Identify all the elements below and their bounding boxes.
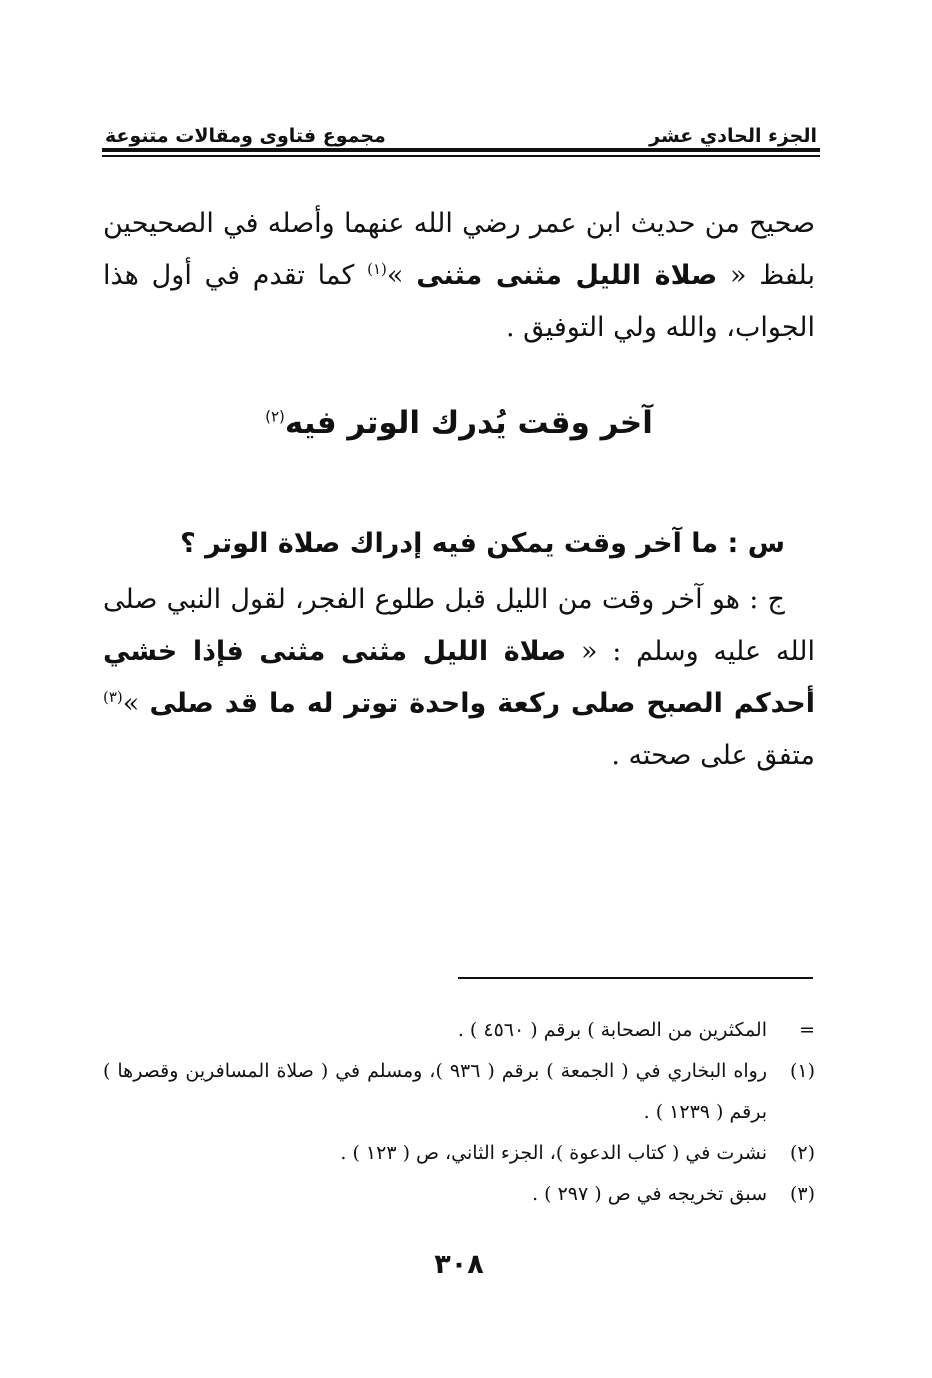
question-answer (103, 518, 815, 782)
answer-text-2: » (122, 688, 150, 719)
footnote-ref-1[interactable]: (١) (367, 260, 387, 278)
footnote-text: المكثرين من الصحابة ) برقم ( ٤٥٦٠ ) . (457, 1019, 767, 1041)
intro-paragraph (103, 198, 815, 354)
volume-label: الجزء الحادي عشر (649, 125, 817, 147)
footnote-continued (103, 1010, 815, 1051)
footnote-mark: = (799, 1019, 815, 1041)
intro-text-3: كما تقدم في أول هذا الجواب، والله ولي التوفيق . (103, 260, 815, 343)
answer-text-1: ج : هو آخر وقت من الليل قبل طلوع الفجر، لقول النبي صلى الله عليه وسلم : « (103, 584, 815, 667)
footnote-mark: (٢) (789, 1142, 815, 1164)
footnotes (103, 1010, 815, 1215)
footnote-mark: (٣) (789, 1183, 815, 1205)
answer (103, 574, 815, 782)
section-heading (103, 398, 815, 448)
page-number: ٣٠٨ (434, 1249, 484, 1280)
intro-text-1: صحيح من حديث ابن عمر رضي الله عنهما وأصله في الصحيحين بلفظ « (103, 208, 815, 291)
footnote-1 (103, 1051, 815, 1133)
footnote-mark: (١) (789, 1060, 815, 1082)
footnote-2 (103, 1133, 815, 1174)
footnote-separator (458, 977, 813, 979)
header-rule-thin (102, 155, 820, 157)
footnote-text: نشرت في ( كتاب الدعوة )، الجزء الثاني، ص ( ١٢٣ ) . (340, 1142, 767, 1164)
question: س : ما آخر وقت يمكن فيه إدراك صلاة الوتر ؟ (180, 528, 785, 559)
footnote-text: سبق تخريجه في ص ( ٢٩٧ ) . (532, 1183, 767, 1205)
footnote-ref-3[interactable]: (٣) (103, 688, 123, 706)
intro-hadith-quote: صلاة الليل مثنى مثنى (416, 260, 718, 291)
intro-text-2: » (386, 260, 417, 291)
answer-text-3: متفق على صحته . (611, 740, 815, 771)
footnote-ref-2[interactable]: (٢) (265, 407, 285, 426)
running-header (105, 112, 817, 148)
header-rule (102, 148, 820, 157)
answer-hadith-quote: صلاة الليل مثنى مثنى فإذا خشي أحدكم الصبح صلى ركعة واحدة توتر له ما قد صلى (103, 636, 815, 719)
book-title: مجموع فتاوى ومقالات متنوعة (105, 125, 386, 147)
footnote-3 (103, 1174, 815, 1215)
footnote-text: رواه البخاري في ( الجمعة ) برقم ( ٩٣٦ )، ومسلم في ( صلاة المسافرين وقصرها ) برقم ( ١٢٣٩ ) . (103, 1060, 767, 1123)
header-rule-thick (102, 148, 820, 152)
section-title: آخر وقت يُدرك الوتر فيه (284, 405, 653, 441)
